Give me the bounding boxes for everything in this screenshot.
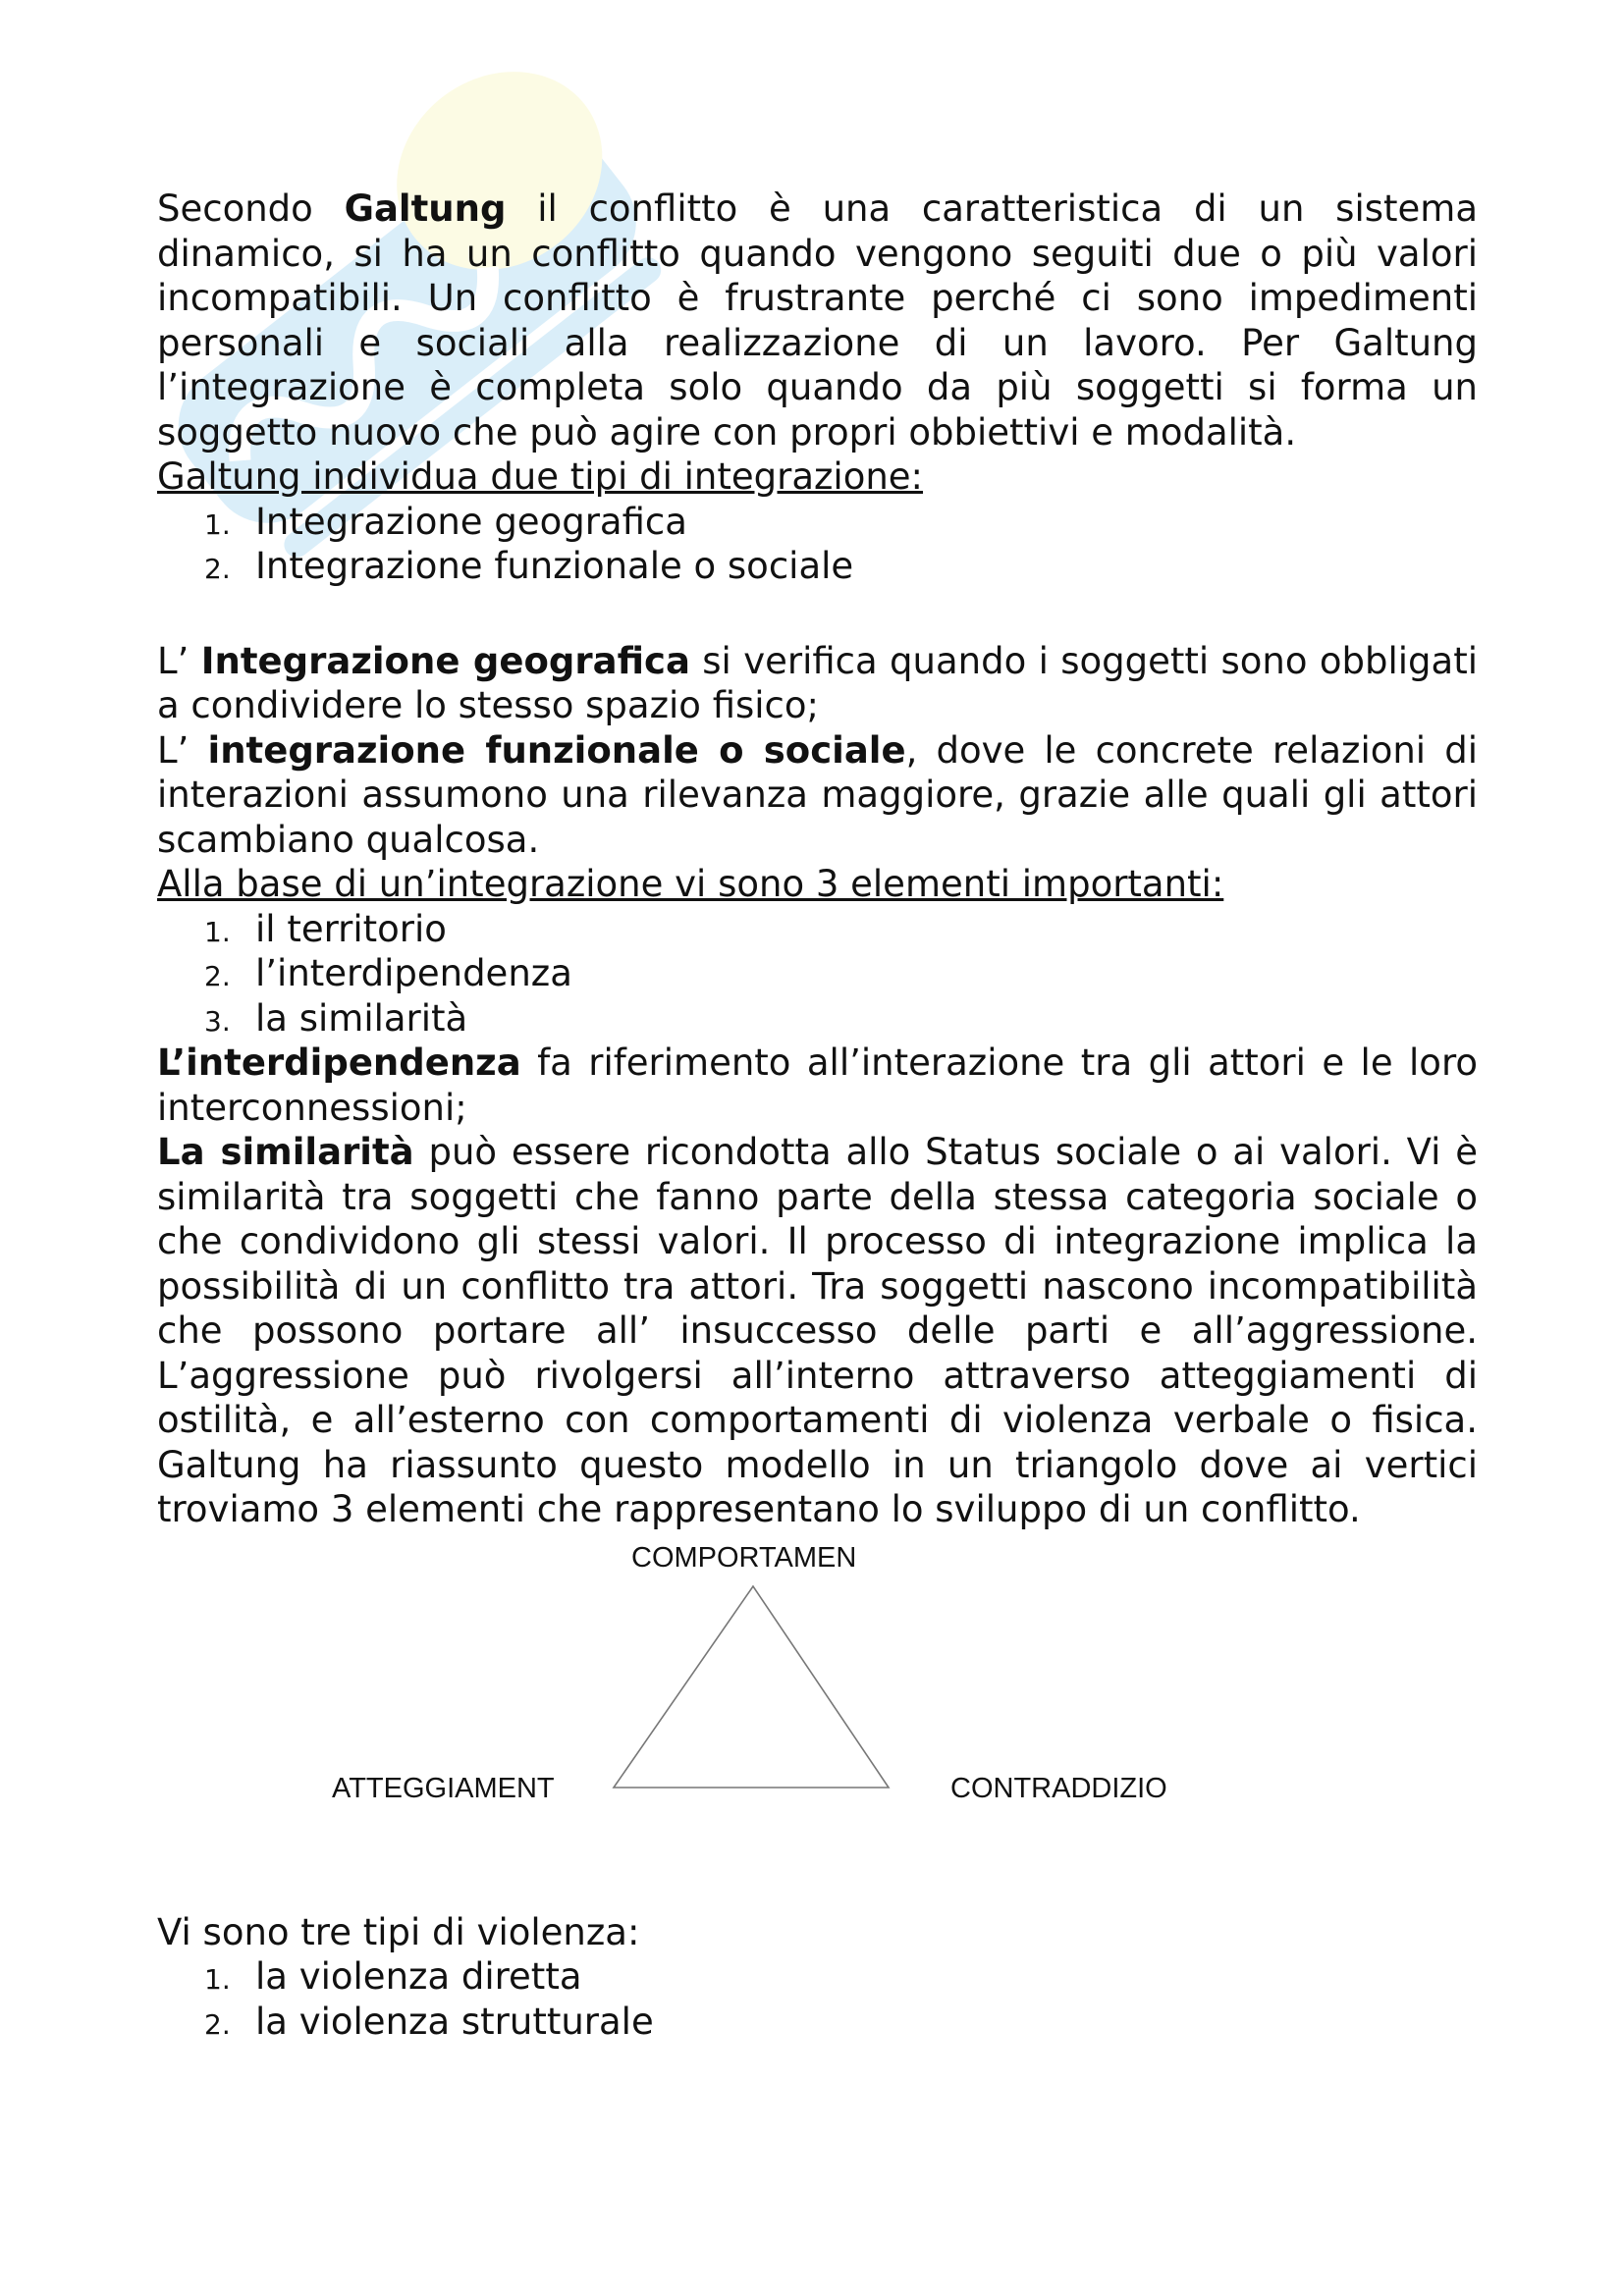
list-item-label: l’interdipendenza (255, 952, 572, 994)
similarity-paragraph (157, 1130, 1478, 1532)
list-number: 2. (204, 2007, 231, 2041)
list-number: 2. (204, 553, 231, 585)
list-item (157, 2000, 1478, 2045)
intro-bold-term: Galtung (344, 187, 507, 230)
integration-types-list (157, 500, 1478, 589)
interdependence-paragraph (157, 1041, 1478, 1130)
integration-types-heading-text: Galtung individua due tipi di integrazione: (157, 455, 924, 498)
func-bold-term: integrazione funzionale o sociale (207, 728, 906, 772)
violence-list (157, 1954, 1478, 2044)
intro-text: il conflitto è una caratteristica di un sistema dinamico, si ha un conflitto quando vengono seguiti due o più valori incompatibili. Un conflitto è frustrante perché ci sono impedimenti personali e sociali alla realizzazione di un lavoro. Per Galtung l’integrazione è completa solo quando da più soggetti si forma un soggetto nuovo che può agire con propri obbiettivi e modalità. (157, 187, 1478, 454)
list-item (157, 951, 1478, 996)
geo-prefix: L’ (157, 639, 201, 682)
list-item-label: la violenza strutturale (255, 2000, 654, 2043)
similarity-bold-term: La similarità (157, 1131, 414, 1173)
func-prefix: L’ (157, 728, 208, 772)
list-item-label: la violenza diretta (255, 1955, 582, 1998)
triangle-outline (614, 1586, 889, 1788)
list-number: 3. (204, 1004, 231, 1038)
elements-heading (157, 862, 1478, 907)
document-body (157, 187, 1478, 2044)
list-item (157, 907, 1478, 952)
elements-list (157, 907, 1478, 1041)
list-item-label: Integrazione geografica (255, 500, 687, 543)
conflict-triangle-diagram (157, 1532, 1478, 1910)
interdependence-text: fa riferimento all’interazione tra gli attori e le loro interconnessioni; (157, 1041, 1478, 1129)
list-item (157, 996, 1478, 1041)
triangle-label-right: CONTRADDIZIO (950, 1772, 1167, 1804)
spacer (157, 589, 1478, 633)
intro-prefix: Secondo (157, 187, 345, 230)
list-item-label: il territorio (255, 907, 447, 950)
func-text: , dove le concrete relazioni di interazioni assumono una rilevanza maggiore, grazie alle quali gli attori scambiano qualcosa. (157, 728, 1478, 861)
geo-bold-term: Integrazione geografica (200, 639, 690, 682)
list-number: 1. (204, 915, 231, 948)
intro-paragraph (157, 187, 1478, 454)
list-item (157, 544, 1478, 589)
list-number: 1. (204, 507, 231, 541)
elements-heading-text: Alla base di un’integrazione vi sono 3 elementi importanti: (157, 863, 1224, 905)
violence-heading (157, 1910, 1478, 1955)
list-number: 1. (204, 1963, 231, 1996)
list-item (157, 1954, 1478, 2000)
func-paragraph (157, 728, 1478, 863)
triangle-label-left: ATTEGGIAMENT (332, 1772, 555, 1804)
list-number: 2. (204, 960, 231, 992)
list-item-label: Integrazione funzionale o sociale (255, 545, 854, 587)
list-item-label: la similarità (255, 996, 468, 1040)
integration-types-heading (157, 454, 1478, 500)
similarity-text: può essere ricondotta allo Status sociale o ai valori. Vi è similarità tra soggetti che fanno parte della stessa categoria sociale o che condividono gli stessi valori. Il processo di integrazione implica la possibilità di un conflitto tra attori. Tra soggetti nascono incompatibilità che possono portare all’ insuccesso delle parti e all’aggressione. L’aggressione può rivolgersi all’interno attraverso atteggiamenti di ostilità, e all’esterno con comportamenti di violenza verbale o fisica. Galtung ha riassunto questo modello in un triangolo dove ai vertici troviamo 3 elementi che rappresentano lo sviluppo di un conflitto. (157, 1131, 1478, 1530)
triangle-label-top: COMPORTAMEN (631, 1541, 857, 1574)
interdependence-bold-term: L’interdipendenza (157, 1041, 521, 1084)
violence-heading-text: Vi sono tre tipi di violenza: (157, 1910, 640, 1953)
list-item (157, 500, 1478, 545)
triangle-shape (157, 1532, 1478, 1910)
geo-paragraph (157, 639, 1478, 728)
geo-text: si verifica quando i soggetti sono obbligati a condividere lo stesso spazio fisico; (157, 639, 1478, 726)
